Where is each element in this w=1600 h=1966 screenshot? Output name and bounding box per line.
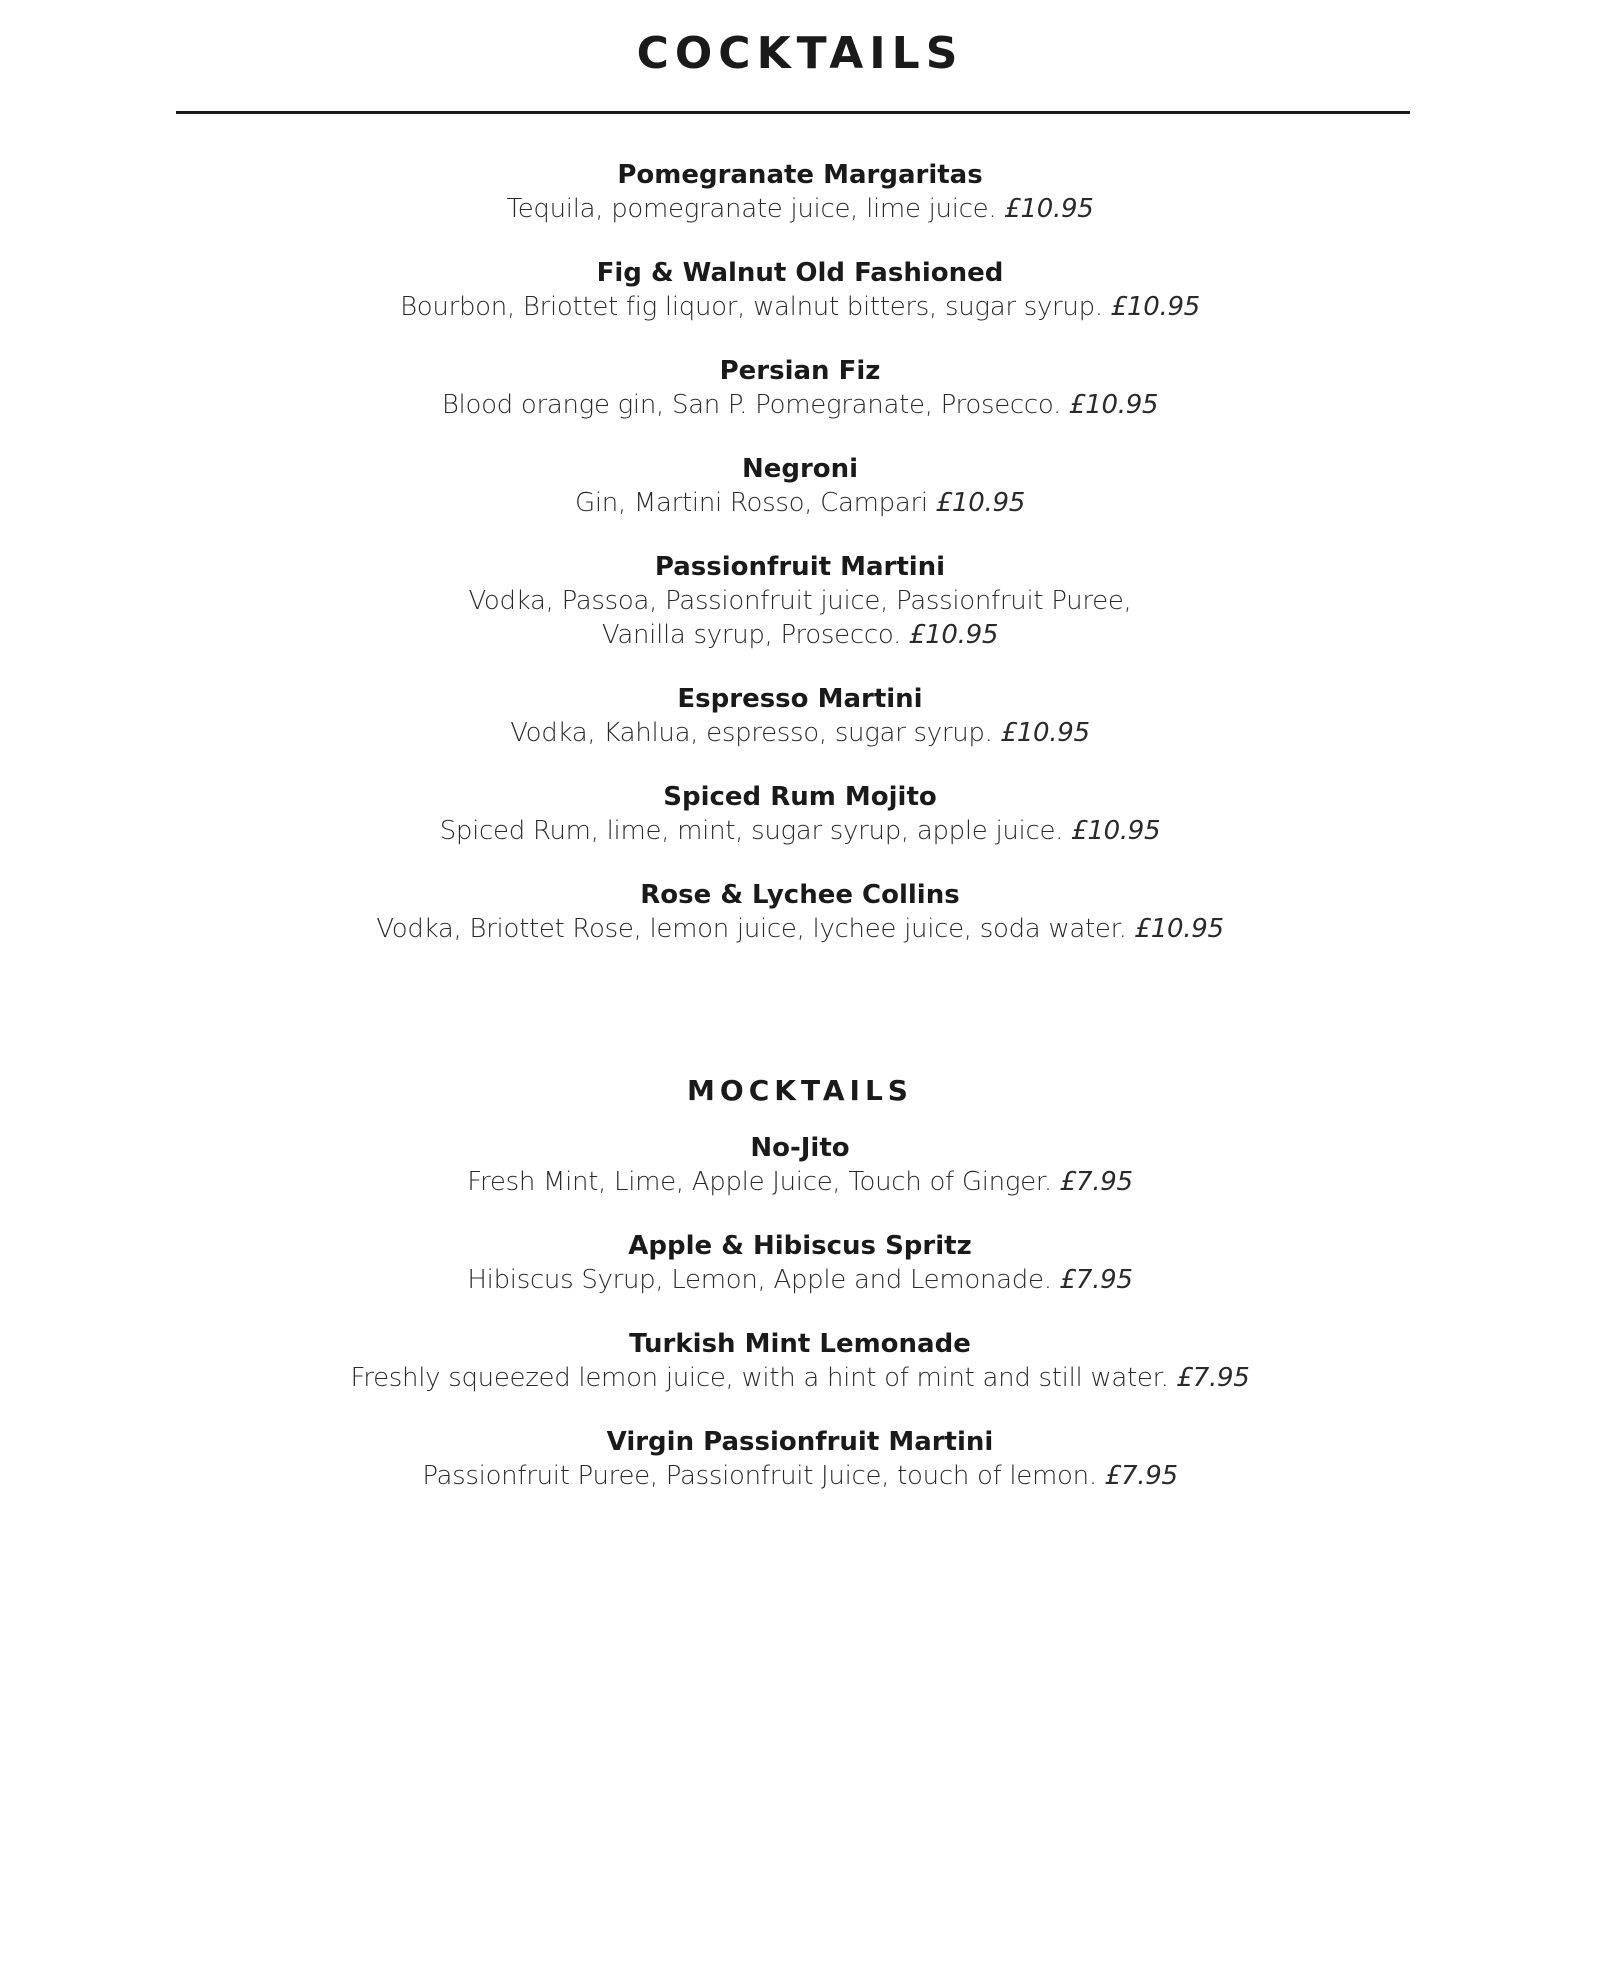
menu-item xyxy=(0,878,1600,946)
item-ingredients: Passionfruit Puree, Passionfruit Juice, touch of lemon. xyxy=(422,1461,1097,1491)
menu-item xyxy=(0,1425,1600,1493)
mocktails-section xyxy=(0,1071,1600,1523)
item-price: £7.95 xyxy=(1059,1167,1133,1197)
cocktails-section xyxy=(0,158,1600,976)
item-name: Apple & Hibiscus Spritz xyxy=(628,1231,972,1261)
item-name: Negroni xyxy=(741,454,859,484)
menu-item xyxy=(0,256,1600,324)
menu-item xyxy=(0,354,1600,422)
item-ingredients: Vanilla syrup, Prosecco. xyxy=(601,620,901,650)
item-ingredients: Tequila, pomegranate juice, lime juice. xyxy=(506,194,997,224)
item-price: £7.95 xyxy=(1176,1363,1250,1393)
item-name: Virgin Passionfruit Martini xyxy=(606,1427,994,1457)
item-name: Turkish Mint Lemonade xyxy=(629,1329,971,1359)
item-description xyxy=(0,1263,1600,1297)
item-ingredients: Vodka, Kahlua, espresso, sugar syrup. xyxy=(510,718,993,748)
menu-item xyxy=(0,1327,1600,1395)
menu-item xyxy=(0,1131,1600,1199)
item-ingredients: Spiced Rum, lime, mint, sugar syrup, apple juice. xyxy=(439,816,1064,846)
item-description xyxy=(0,584,1600,652)
item-ingredients: Bourbon, Briottet fig liquor, walnut bitters, sugar syrup. xyxy=(400,292,1103,322)
item-price: £10.95 xyxy=(908,620,999,650)
item-description xyxy=(0,716,1600,750)
item-price: £10.95 xyxy=(1071,816,1161,846)
title-divider xyxy=(176,111,1410,114)
item-description xyxy=(0,388,1600,422)
menu-item xyxy=(0,682,1600,750)
item-ingredients: Vodka, Briottet Rose, lemon juice, lychee juice, soda water. xyxy=(376,914,1127,944)
item-ingredients: Hibiscus Syrup, Lemon, Apple and Lemonade. xyxy=(467,1265,1052,1295)
item-name: Spiced Rum Mojito xyxy=(663,782,937,812)
item-ingredients-line1: Vodka, Passoa, Passionfruit juice, Passionfruit Puree, xyxy=(468,586,1132,616)
item-name: No-Jito xyxy=(750,1133,850,1163)
item-price: £10.95 xyxy=(1110,292,1200,322)
item-price: £7.95 xyxy=(1104,1461,1178,1491)
item-description xyxy=(0,290,1600,324)
menu-item xyxy=(0,780,1600,848)
menu-item xyxy=(0,1229,1600,1297)
item-name: Passionfruit Martini xyxy=(654,552,946,582)
item-description xyxy=(0,814,1600,848)
section-heading: MOCKTAILS xyxy=(687,1074,913,1107)
item-price: £7.95 xyxy=(1059,1265,1133,1295)
page-title: COCKTAILS xyxy=(636,28,964,79)
item-price: £10.95 xyxy=(1069,390,1159,420)
item-ingredients: Blood orange gin, San P. Pomegranate, Prosecco. xyxy=(441,390,1062,420)
item-name: Pomegranate Margaritas xyxy=(617,160,983,190)
item-ingredients: Gin, Martini Rosso, Campari xyxy=(575,488,928,518)
item-description xyxy=(0,1361,1600,1395)
item-price: £10.95 xyxy=(1000,718,1090,748)
item-ingredients: Fresh Mint, Lime, Apple Juice, Touch of Ginger. xyxy=(467,1167,1052,1197)
item-description xyxy=(0,486,1600,520)
item-ingredients: Freshly squeezed lemon juice, with a hint of mint and still water. xyxy=(350,1363,1169,1393)
item-description xyxy=(0,192,1600,226)
item-price: £10.95 xyxy=(1134,914,1224,944)
item-name: Persian Fiz xyxy=(719,356,881,386)
item-name: Espresso Martini xyxy=(677,684,923,714)
item-name: Rose & Lychee Collins xyxy=(640,880,960,910)
item-name: Fig & Walnut Old Fashioned xyxy=(596,258,1004,288)
menu-item xyxy=(0,452,1600,520)
item-price: £10.95 xyxy=(1004,194,1094,224)
item-price: £10.95 xyxy=(935,488,1025,518)
menu-item xyxy=(0,158,1600,226)
menu-item xyxy=(0,550,1600,652)
item-description xyxy=(0,1459,1600,1493)
item-description xyxy=(0,912,1600,946)
item-description xyxy=(0,1165,1600,1199)
